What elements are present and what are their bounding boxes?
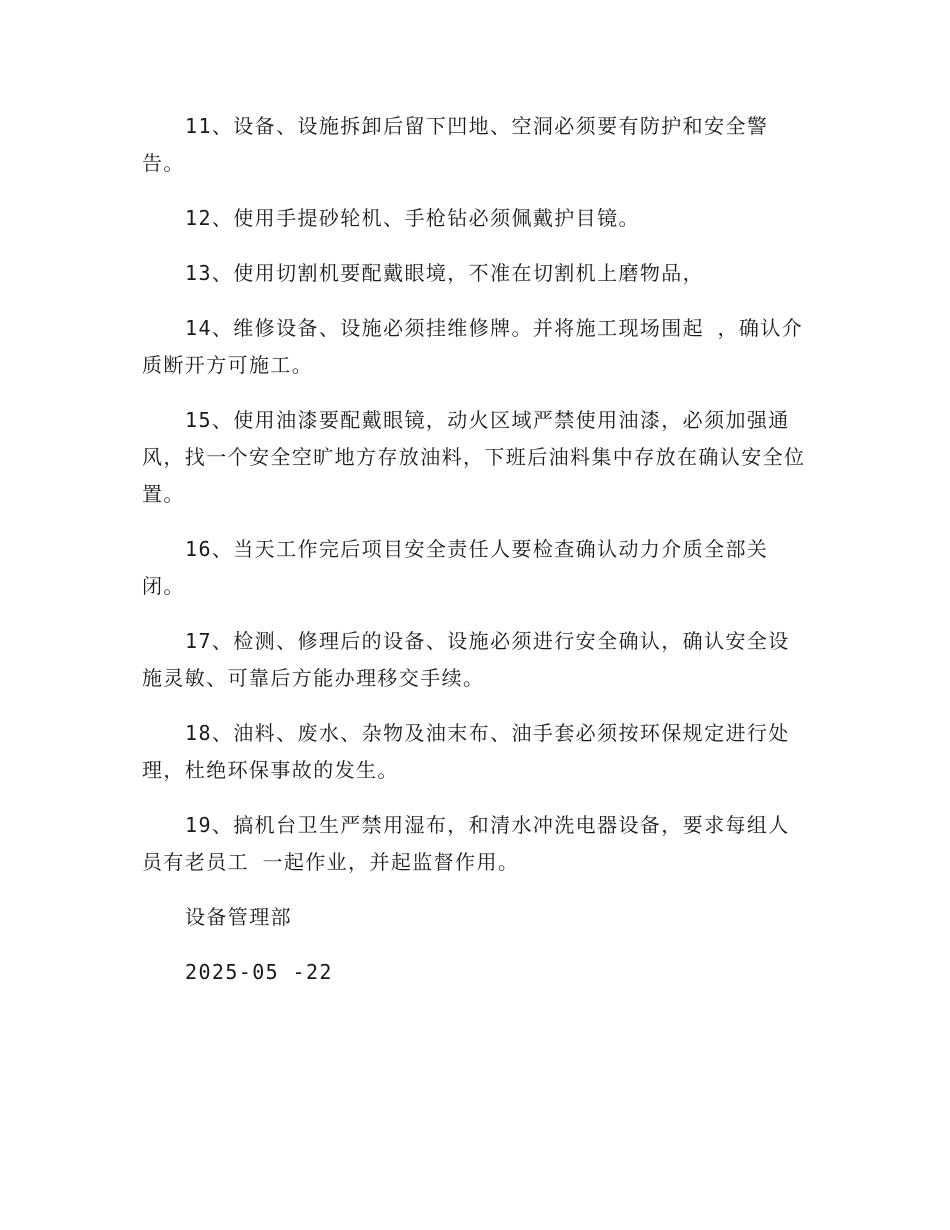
rule-paragraph-13: 13、使用切割机要配戴眼境，不准在切割机上磨物品， bbox=[185, 261, 705, 285]
document-date: 2025-05 -22 bbox=[185, 960, 333, 984]
department-signature: 设备管理部 bbox=[185, 905, 292, 929]
rule-paragraph-11: 11、设备、设施拆卸后留下凹地、空洞必须要有防护和安全警告。 bbox=[142, 114, 769, 175]
rule-paragraph-12: 12、使用手提砂轮机、手枪钻必须佩戴护目镜。 bbox=[185, 206, 640, 230]
rule-paragraph-14: 14、维修设备、设施必须挂维修牌。并将施工现场围起 ，确认介质断开方可施工。 bbox=[142, 316, 804, 377]
rule-paragraph-17: 17、检测、修理后的设备、设施必须进行安全确认，确认安全设施灵敏、可靠后方能办理移交手续。 bbox=[142, 629, 790, 690]
rule-paragraph-15: 15、使用油漆要配戴眼镜，动火区域严禁使用油漆，必须加强通风，找一个安全空旷地方存放油料，下班后油料集中存放在确认安全位置。 bbox=[142, 408, 806, 506]
rule-paragraph-18: 18、油料、废水、杂物及油末布、油手套必须按环保规定进行处理，杜绝环保事故的发生。 bbox=[142, 721, 790, 782]
document-body bbox=[142, 108, 807, 1009]
rule-paragraph-19: 19、搞机台卫生严禁用湿布，和清水冲洗电器设备，要求每组人员有老员工 一起作业，并起监督作用。 bbox=[142, 813, 790, 874]
rule-paragraph-16: 16、当天工作完后项目安全责任人要检查确认动力介质全部关闭。 bbox=[142, 537, 769, 598]
